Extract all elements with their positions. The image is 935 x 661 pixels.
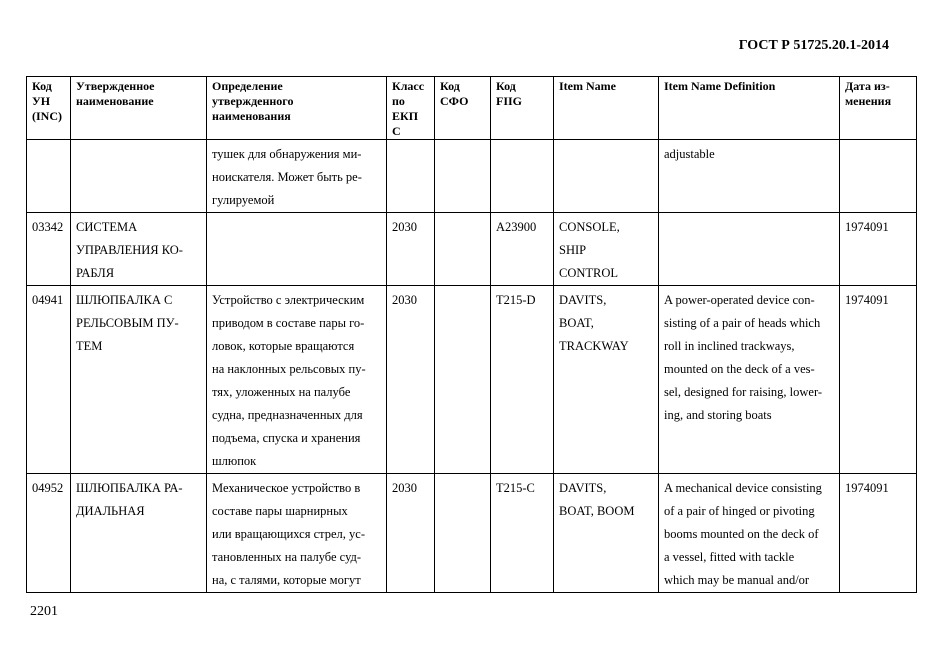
cell-inc: 03342: [27, 213, 71, 286]
header-definition: Определение утвержденного наименования: [207, 77, 387, 140]
registry-table: [26, 76, 917, 593]
cell-fiig: T215-D: [491, 286, 554, 474]
cell-item-name: DAVITS, BOAT, TRACKWAY: [554, 286, 659, 474]
table-row: [27, 474, 917, 593]
table-row: [27, 140, 917, 213]
cell-date: 1974091: [840, 474, 917, 593]
cell-approved-name: ШЛЮПБАЛКА С РЕЛЬСОВЫМ ПУ- ТЕМ: [71, 286, 207, 474]
header-class: Класс по ЕКП С: [387, 77, 435, 140]
cell-definition: Устройство с электрическим приводом в составе пары го- ловок, которые вращаются на наклонных рельсовых пу- тях, уложенных на палубе судна, предназначенных для подъема, спуска и хранения шлюпок: [207, 286, 387, 474]
cell-definition: Механическое устройство в составе пары шарнирных или вращающихся стрел, ус- тановленных на палубе суд- на, с талями, которые могут: [207, 474, 387, 593]
cell-date: 1974091: [840, 286, 917, 474]
header-inc: Код УН (INC): [27, 77, 71, 140]
cell-item-name: [554, 140, 659, 213]
cell-inc: 04941: [27, 286, 71, 474]
header-fiig: Код FIIG: [491, 77, 554, 140]
header-approved-name: Утвержденное наименование: [71, 77, 207, 140]
table-row: [27, 286, 917, 474]
cell-date: [840, 140, 917, 213]
cell-fiig: [491, 140, 554, 213]
header-date: Дата из- менения: [840, 77, 917, 140]
cell-fiig: T215-C: [491, 474, 554, 593]
cell-sfo: [435, 286, 491, 474]
cell-item-name: DAVITS, BOAT, BOOM: [554, 474, 659, 593]
document-header: ГОСТ Р 51725.20.1-2014: [738, 38, 889, 53]
cell-item-def: A power-operated device con- sisting of a pair of heads which roll in inclined trackways, mounted on the deck of a ves- sel, designed for raising, lower- ing, and storing boats: [659, 286, 840, 474]
cell-approved-name: СИСТЕМА УПРАВЛЕНИЯ КО- РАБЛЯ: [71, 213, 207, 286]
cell-item-def: [659, 213, 840, 286]
cell-date: 1974091: [840, 213, 917, 286]
table-header-row: [27, 77, 917, 140]
cell-inc: [27, 140, 71, 213]
cell-definition: тушек для обнаружения ми- ноискателя. Может быть ре- гулируемой: [207, 140, 387, 213]
cell-sfo: [435, 140, 491, 213]
cell-item-def: adjustable: [659, 140, 840, 213]
cell-item-def: A mechanical device consisting of a pair of hinged or pivoting booms mounted on the deck of a vessel, fitted with tackle which may be manual and/or: [659, 474, 840, 593]
cell-definition: [207, 213, 387, 286]
header-item-def: Item Name Definition: [659, 77, 840, 140]
cell-fiig: A23900: [491, 213, 554, 286]
cell-class: 2030: [387, 286, 435, 474]
table-row: [27, 213, 917, 286]
header-item-name: Item Name: [554, 77, 659, 140]
cell-inc: 04952: [27, 474, 71, 593]
cell-sfo: [435, 474, 491, 593]
cell-approved-name: [71, 140, 207, 213]
cell-approved-name: ШЛЮПБАЛКА РА- ДИАЛЬНАЯ: [71, 474, 207, 593]
cell-class: 2030: [387, 474, 435, 593]
cell-sfo: [435, 213, 491, 286]
cell-class: [387, 140, 435, 213]
page-number: 2201: [30, 604, 58, 619]
header-sfo: Код СФО: [435, 77, 491, 140]
cell-item-name: CONSOLE, SHIP CONTROL: [554, 213, 659, 286]
cell-class: 2030: [387, 213, 435, 286]
